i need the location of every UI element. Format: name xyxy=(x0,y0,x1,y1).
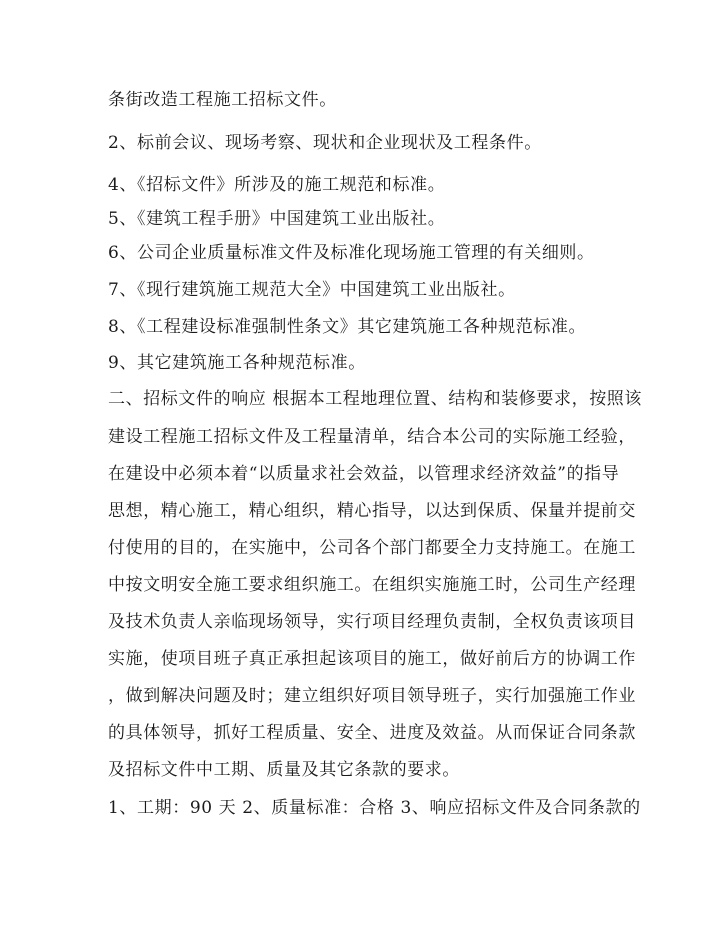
text-line-8: 9、其它建筑施工各种规范标准。 xyxy=(108,353,366,373)
text-line-15: 及技术负责人亲临现场领导，实行项目经理负责制，全权负责该项目 xyxy=(108,612,636,632)
text-line-9: 二、招标文件的响应 根据本工程地理位置、结构和装修要求，按照该 xyxy=(108,389,643,409)
text-line-10: 建设工程施工招标文件及工程量清单，结合本公司的实际施工经验， xyxy=(108,427,636,447)
text-line-5: 6、公司企业质量标准文件及标准化现场施工管理的有关细则。 xyxy=(108,243,595,263)
text-line-17: ，做到解决问题及时；建立组织好项目领导班子，实行加强施工作业 xyxy=(108,686,636,706)
text-line-11: 在建设中必须本着“以质量求社会效益，以管理求经济效益”的指导 xyxy=(108,464,620,484)
text-line-19: 及招标文件中工期、质量及其它条款的要求。 xyxy=(108,760,460,780)
text-line-7: 8、《工程建设标准强制性条文》其它建筑施工各种规范标准。 xyxy=(108,317,587,337)
text-line-13: 付使用的目的，在实施中，公司各个部门都要全力支持施工。在施工 xyxy=(108,538,636,558)
text-line-14: 中按文明安全施工要求组织施工。在组织实施施工时，公司生产经理 xyxy=(108,575,636,595)
text-line-18: 的具体领导，抓好工程质量、安全、进度及效益。从而保证合同条款 xyxy=(108,723,636,743)
text-line-2: 2、标前会议、现场考察、现状和企业现状及工程条件。 xyxy=(108,133,542,153)
text-line-6: 7、《现行建筑施工规范大全》中国建筑工业出版社。 xyxy=(108,280,516,300)
text-line-12: 思想，精心施工，精心组织，精心指导，以达到保质、保量并提前交 xyxy=(108,501,636,521)
text-line-4: 5、《建筑工程手册》中国建筑工业出版社。 xyxy=(108,209,446,229)
text-line-1: 条街改造工程施工招标文件。 xyxy=(108,90,337,110)
text-line-16: 实施，使项目班子真正承担起该项目的施工，做好前后方的协调工作 xyxy=(108,649,636,669)
text-line-20: 1、工期：90 天 2、质量标准：合格 3、响应招标文件及合同条款的 xyxy=(108,798,641,818)
text-line-3: 4、《招标文件》所涉及的施工规范和标准。 xyxy=(108,175,446,195)
